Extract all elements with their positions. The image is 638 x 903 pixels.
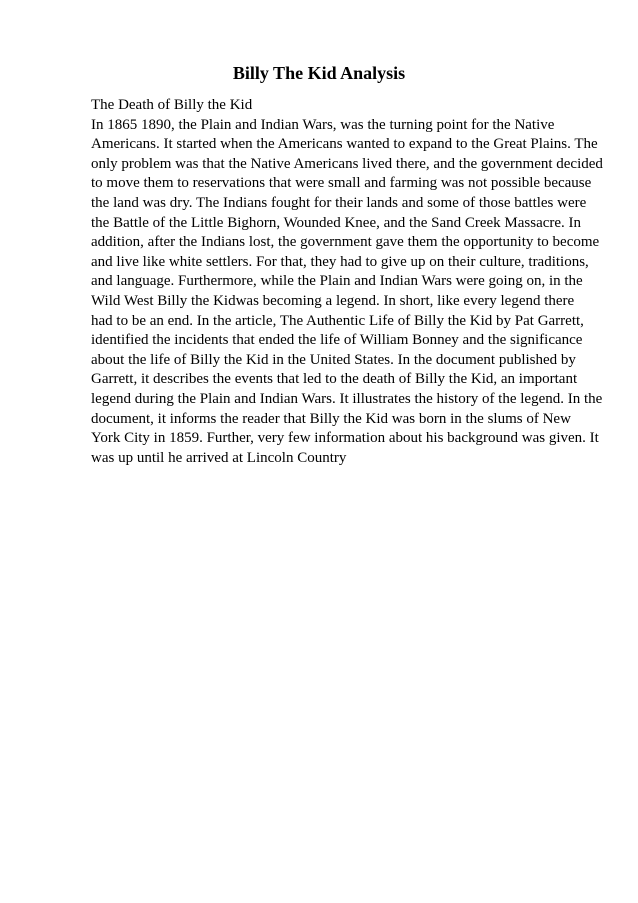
text-line: identified the incidents that ended the life of William Bonney and the significance (91, 332, 583, 349)
document-title: Billy The Kid Analysis (232, 63, 406, 83)
text-line: the Battle of the Little Bighorn, Wounded Knee, and the Sand Creek Massacre. In (91, 214, 582, 231)
text-line: the land was dry. The Indians fought for their lands and some of those battles were (91, 194, 587, 211)
text-line: Americans. It started when the Americans wanted to expand to the Great Plains. The (91, 136, 598, 153)
text-line: York City in 1859. Further, very few information about his background was given. It (91, 430, 599, 447)
document-body (91, 96, 601, 468)
text-line: to move them to reservations that were small and farming was not possible because (91, 175, 592, 192)
text-line: Wild West Billy the Kidwas becoming a legend. In short, like every legend there (91, 292, 575, 309)
text-line: In 1865 1890, the Plain and Indian Wars, was the turning point for the Native (91, 116, 555, 133)
text-line: and live like white settlers. For that, they had to give up on their culture, traditions, (91, 253, 589, 270)
text-line: had to be an end. In the article, The Authentic Life of Billy the Kid by Pat Garrett, (91, 312, 584, 329)
text-line: legend during the Plain and Indian Wars. It illustrates the history of the legend. In the (91, 390, 603, 407)
text-line: was up until he arrived at Lincoln Country (91, 449, 347, 466)
text-line: document, it informs the reader that Billy the Kid was born in the slums of New (91, 410, 571, 427)
text-line: about the life of Billy the Kid in the United States. In the document published by (91, 351, 576, 368)
text-line: addition, after the Indians lost, the government gave them the opportunity to become (91, 234, 600, 251)
text-line: Garrett, it describes the events that led to the death of Billy the Kid, an important (91, 371, 578, 388)
text-line: only problem was that the Native Americans lived there, and the government decided (91, 155, 603, 172)
text-line: and language. Furthermore, while the Plain and Indian Wars were going on, in the (91, 273, 583, 290)
document-subtitle: The Death of Billy the Kid (91, 97, 253, 113)
